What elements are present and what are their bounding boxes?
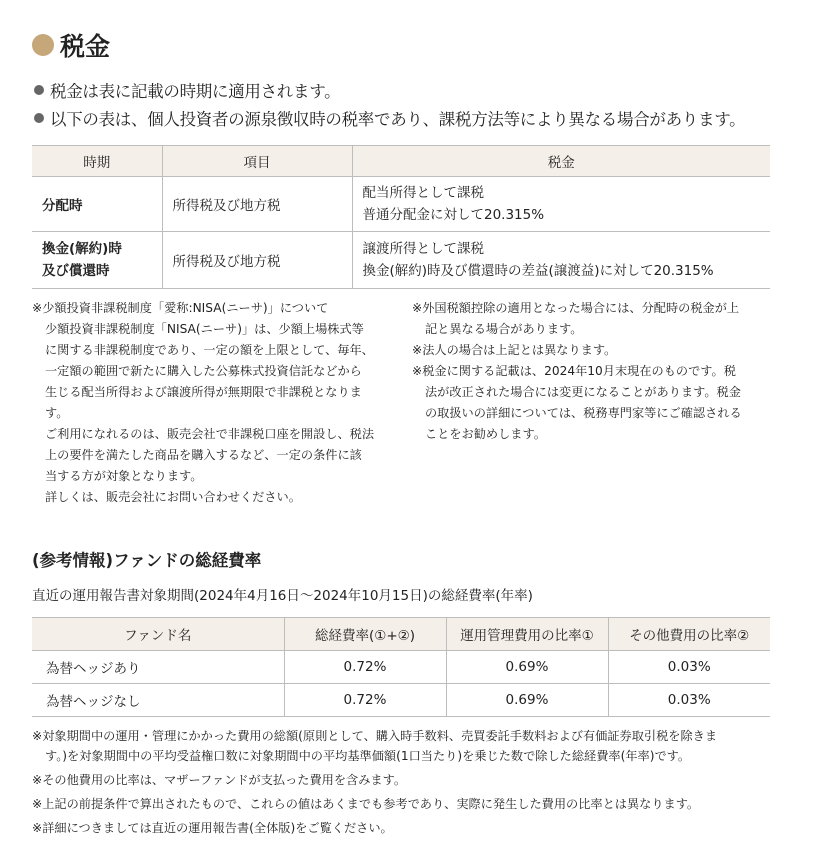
bullet-list: [34, 76, 824, 132]
tax-note-line: ※外国税額控除の適用となった場合には、分配時の税金が上: [412, 301, 740, 315]
tax-note-line: ことをお勧めします。: [425, 427, 546, 441]
cell-total: 0.72%: [284, 651, 446, 684]
cell-item: 所得税及び地方税: [162, 232, 352, 289]
tax-note: [412, 361, 774, 445]
header-other: その他費用の比率②: [608, 618, 770, 651]
nisa-note-line: 一定額の範囲で新たに購入した公募株式投資信託などから: [45, 364, 362, 378]
bullet-dot-icon: [34, 113, 44, 123]
expense-note: ※詳細につきましては直近の運用報告書(全体版)をご覧ください。: [32, 821, 393, 835]
header-item: 項目: [162, 146, 352, 177]
tax-note-line: 記と異なる場合があります。: [425, 322, 583, 336]
expense-note: ※その他費用の比率は、マザーファンドが支払った費用を含みます。: [32, 773, 407, 787]
expense-header-row: [32, 618, 770, 651]
period-line: 及び償還時: [42, 263, 110, 279]
cell-item: 所得税及び地方税: [162, 177, 352, 232]
expense-note: ※上記の前提条件で算出されたもので、これらの値はあくまでも参考であり、実際に発生した費用の比率とは異なります。: [32, 797, 700, 811]
nisa-note-line: 詳しくは、販売会社にお問い合わせください。: [45, 490, 301, 504]
table-row: [32, 177, 770, 232]
expense-table: [32, 617, 770, 717]
cell-fund-name: 為替ヘッジあり: [32, 651, 284, 684]
header-period: 時期: [32, 146, 162, 177]
header-fund-name: ファンド名: [32, 618, 284, 651]
cell-total: 0.72%: [284, 684, 446, 717]
bullet-dot-icon: [34, 85, 44, 95]
nisa-note-line: す。: [45, 406, 69, 420]
tax-note-line: ※法人の場合は上記とは異なります。: [412, 343, 617, 357]
tax-note: [412, 340, 774, 361]
nisa-note-line: 少額投資非課税制度「NISA(ニーサ)」は、少額上場株式等: [45, 322, 364, 336]
nisa-note: [32, 298, 392, 508]
header-mgmt: 運用管理費用の比率①: [446, 618, 608, 651]
table-row: [32, 651, 770, 684]
expense-note-line: す。)を対象期間中の平均受益権口数に対象期間中の平均基準価額(1口当たり)を乗じた数で除した総経費率(年率)です。: [45, 749, 691, 763]
bullet-text: 税金は表に記載の時期に適用されます。: [50, 82, 341, 101]
tax-line: 換金(解約)時及び償還時の差益(譲渡益)に対して20.315%: [362, 263, 714, 279]
expense-note-line: ※対象期間中の運用・管理にかかった費用の総額(原則として、購入時手数料、売買委託手数料および有価証券取引税を除きま: [32, 729, 718, 743]
cell-mgmt: 0.69%: [446, 684, 608, 717]
tax-note-line: 法が改正された場合には変更になることがあります。税金: [425, 385, 741, 399]
tax-line: 譲渡所得として課税: [362, 241, 484, 257]
cell-period: 分配時: [32, 177, 162, 232]
expense-note: [32, 726, 777, 766]
section-title: [32, 28, 110, 62]
nisa-note-line: ご利用になれるのは、販売会社で非課税口座を開設し、税法: [45, 427, 375, 441]
cell-tax: [352, 177, 770, 232]
tax-note: [412, 298, 774, 340]
tax-table: [32, 145, 770, 289]
nisa-note-line: 当する方が対象となります。: [45, 469, 203, 483]
bullet-text: 以下の表は、個人投資者の源泉徴収時の税率であり、課税方法等により異なる場合があります。: [50, 110, 746, 129]
circle-bullet-icon: [32, 34, 54, 56]
table-row: [32, 232, 770, 289]
cell-period: [32, 232, 162, 289]
bullet-item: [34, 104, 824, 132]
expense-period: 直近の運用報告書対象期間(2024年4月16日～2024年10月15日)の総経費率(年率): [32, 588, 533, 604]
tax-notes: [412, 298, 774, 445]
table-row: [32, 684, 770, 717]
tax-table-header-row: [32, 146, 770, 177]
expense-title: (参考情報)ファンドの総経費率: [32, 551, 262, 570]
section-title-text: 税金: [60, 32, 111, 61]
header-total: 総経費率(①+②): [284, 618, 446, 651]
cell-fund-name: 為替ヘッジなし: [32, 684, 284, 717]
cell-mgmt: 0.69%: [446, 651, 608, 684]
tax-note-line: ※税金に関する記載は、2024年10月末現在のものです。税: [412, 364, 736, 378]
bullet-item: [34, 76, 824, 104]
expense-notes: [32, 726, 777, 842]
tax-line: 配当所得として課税: [362, 185, 484, 201]
tax-line: 普通分配金に対して20.315%: [362, 207, 545, 223]
cell-tax: [352, 232, 770, 289]
cell-other: 0.03%: [608, 651, 770, 684]
nisa-note-line: 生じる配当所得および譲渡所得が無期限で非課税となりま: [45, 385, 362, 399]
header-tax: 税金: [352, 146, 770, 177]
nisa-note-line: に関する非課税制度であり、一定の額を上限として、毎年、: [45, 343, 374, 357]
period-line: 換金(解約)時: [42, 241, 122, 257]
cell-other: 0.03%: [608, 684, 770, 717]
nisa-note-head: ※少額投資非課税制度「愛称:NISA(ニーサ)」について: [32, 301, 329, 315]
tax-note-line: の取扱いの詳細については、税務専門家等にご確認される: [425, 406, 742, 420]
nisa-note-line: 上の要件を満たした商品を購入するなど、一定の条件に該: [45, 448, 362, 462]
